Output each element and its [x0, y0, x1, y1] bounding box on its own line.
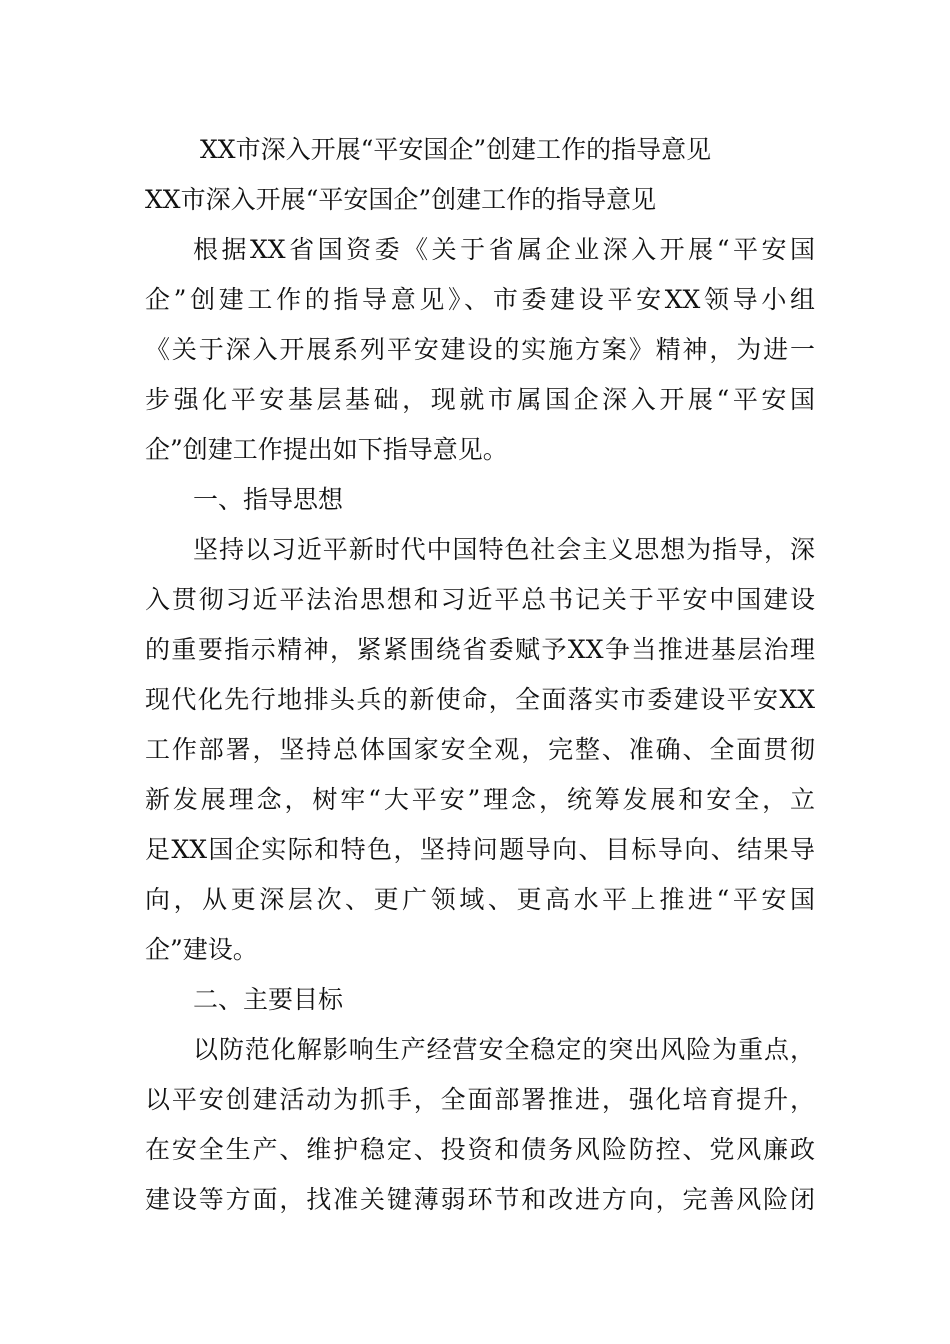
- paragraph-line: 根据XX省国资委《关于省属企业深入开展“平安国: [193, 235, 815, 264]
- paragraph-line: 工作部署，坚持总体国家安全观，完整、准确、全面贯彻: [145, 735, 815, 764]
- paragraph-line: 建设等方面，找准关键薄弱环节和改进方向，完善风险闭: [145, 1185, 815, 1214]
- paragraph-line: 坚持以习近平新时代中国特色社会主义思想为指导，深: [193, 535, 815, 564]
- paragraph-line: 以平安创建活动为抓手，全面部署推进，强化培育提升，: [145, 1085, 815, 1114]
- document-title: XX市深入开展“平安国企”创建工作的指导意见: [200, 135, 712, 164]
- paragraph-line: 以防范化解影响生产经营安全稳定的突出风险为重点，: [193, 1035, 815, 1064]
- paragraph-line: 足XX国企实际和特色，坚持问题导向、目标导向、结果导: [145, 835, 815, 864]
- paragraph-line: 现代化先行地排头兵的新使命，全面落实市委建设平安XX: [145, 685, 815, 714]
- paragraph-line: 企”创建工作提出如下指导意见。: [145, 435, 508, 464]
- paragraph-line: 向，从更深层次、更广领域、更高水平上推进“平安国: [145, 885, 815, 914]
- paragraph-line: 步强化平安基层基础，现就市属国企深入开展“平安国: [145, 385, 815, 414]
- section-heading: 一、指导思想: [193, 485, 344, 514]
- paragraph-line: 在安全生产、维护稳定、投资和债务风险防控、党风廉政: [145, 1135, 815, 1164]
- document-subtitle: XX市深入开展“平安国企”创建工作的指导意见: [145, 185, 657, 214]
- paragraph-line: 企”创建工作的指导意见》、市委建设平安XX领导小组: [145, 285, 815, 314]
- paragraph-line: 企”建设。: [145, 935, 258, 964]
- paragraph-line: 的重要指示精神，紧紧围绕省委赋予XX争当推进基层治理: [145, 635, 815, 664]
- paragraph-line: 新发展理念，树牢“大平安”理念，统筹发展和安全，立: [145, 785, 815, 814]
- section-heading: 二、主要目标: [193, 985, 344, 1014]
- paragraph-line: 入贯彻习近平法治思想和习近平总书记关于平安中国建设: [145, 585, 815, 614]
- paragraph-line: 《关于深入开展系列平安建设的实施方案》精神，为进一: [145, 335, 815, 364]
